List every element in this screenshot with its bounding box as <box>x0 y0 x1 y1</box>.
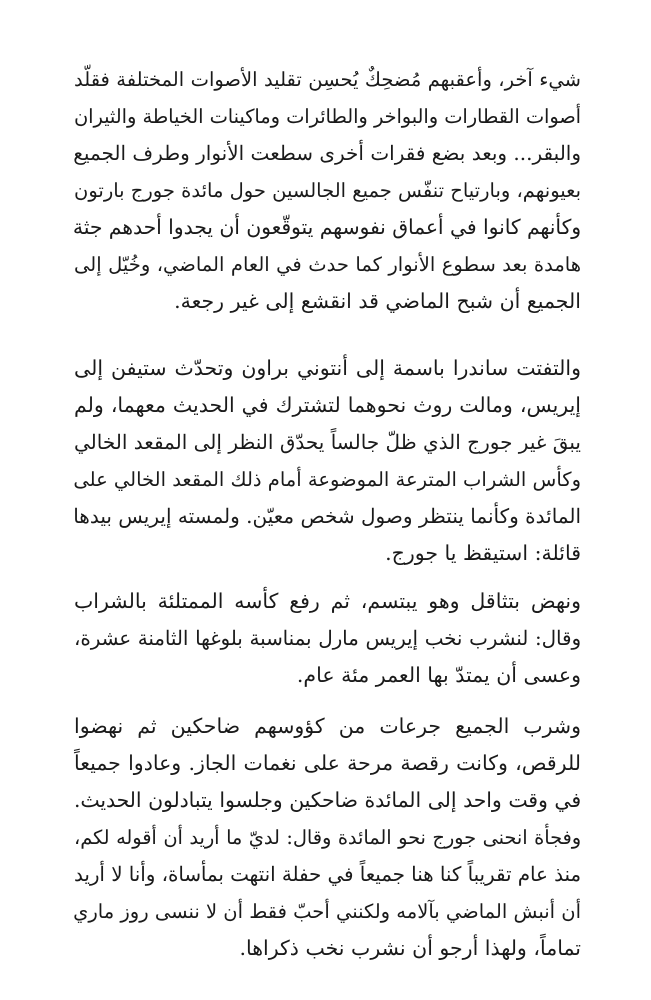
paragraph-2 <box>74 350 581 572</box>
text-line: وشرب الجميع جرعات من كؤوسهم ضاحكين ثم نهضوا <box>74 714 581 738</box>
text-line: وفجأة انحنى جورج نحو المائدة وقال: لديّ ما أريد أن أقوله لكم، <box>74 826 581 849</box>
text-line: قائلة: استيقظ يا جورج. <box>385 541 581 565</box>
text-line: الجميع أن شبح الماضي قد انقشع إلى غير رجعة. <box>174 289 581 313</box>
paragraph-4 <box>74 708 581 967</box>
text-line: منذ عام تقريباً كنا هنا جميعاً في حفلة انتهت بمأساة، وأنا لا أريد <box>74 863 581 886</box>
text-line: وعسى أن يمتدّ بها العمر مئة عام. <box>296 663 581 687</box>
text-line: والبقر... وبعد بضع فقرات أخرى سطعت الأنوار وطرف الجميع <box>73 141 581 165</box>
paragraph-1 <box>74 61 581 320</box>
text-line: أصوات القطارات والبواخر والطائرات وماكينات الخياطة والثيران <box>74 105 581 128</box>
text-line: شيء آخر، وأعقبهم مُضحِكٌ يُحسِن تقليد الأصوات المختلفة فقلّد <box>74 68 581 91</box>
text-line: وكأنهم كانوا في أعماق نفوسهم يتوقّعون أن يجدوا أحدهم جثة <box>72 215 581 239</box>
text-line: ونهض بتثاقل وهو يبتسم، ثم رفع كأسه الممتلئة بالشراب <box>74 589 581 613</box>
text-line: المائدة وكأنما ينتظر وصول شخص معيّن. ولمسته إيريس بيدها <box>73 504 581 528</box>
text-line: والتفتت ساندرا باسمة إلى أنتوني براون وتحدّث ستيفن إلى <box>74 356 581 380</box>
text-line: وكأس الشراب المترعة الموضوعة أمام ذلك المقعد الخالي على <box>73 468 581 491</box>
text-line: في وقت واحد إلى المائدة ضاحكين وجلسوا يتبادلون الحديث. <box>74 788 581 812</box>
text-line: إيريس، ومالت روث نحوهما لتشترك في الحديث معهما، ولم <box>74 393 581 417</box>
text-line: للرقص، وكانت رقصة مرحة على نغمات الجاز. وعادوا جميعاً <box>74 751 581 775</box>
text-line: يبقَ غير جورج الذي ظلّ جالساً يحدّق النظر إلى المقعد الخالي <box>74 430 581 454</box>
text-line: أن أنبش الماضي بآلامه ولكنني أحبّ فقط أن لا ننسى روز ماري <box>73 900 581 923</box>
text-line: هامدة بعد سطوع الأنوار كما حدث في العام الماضي، وخُيّل إلى <box>74 253 581 276</box>
text-line: بعيونهم، وبارتياح تنفّس جميع الجالسين حول مائدة جورج بارتون <box>74 179 581 202</box>
text-line: تماماً، ولهذا أرجو أن نشرب نخب ذكراها. <box>239 936 581 960</box>
paragraph-3 <box>74 583 581 694</box>
text-line: وقال: لنشرب نخب إيريس مارل بمناسبة بلوغها الثامنة عشرة، <box>74 627 581 650</box>
